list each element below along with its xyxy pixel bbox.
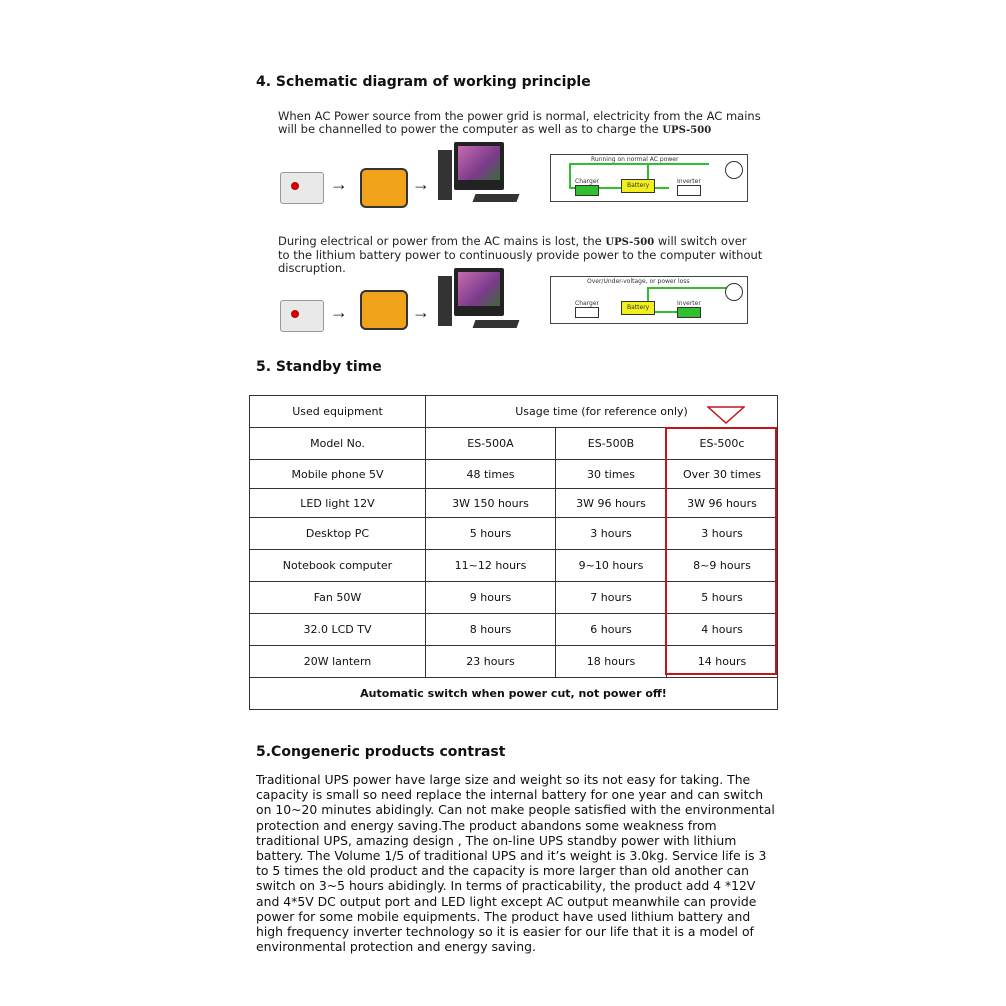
table-footer-note: Automatic switch when power cut, not power off!: [250, 678, 778, 710]
circuit-diagram-normal: [550, 154, 748, 202]
diagram-1-inverter-label: Inverter: [677, 178, 701, 185]
value-cell: 5 hours: [667, 582, 778, 614]
value-cell: 9~10 hours: [556, 550, 667, 582]
highlight-down-triangle-icon: [707, 406, 745, 424]
diagram-2-title: Over/Under-voltage, or power loss: [587, 278, 690, 285]
outlet-icon: [725, 283, 743, 301]
equipment-cell: 20W lantern: [250, 646, 426, 678]
outlet-icon: [725, 161, 743, 179]
value-cell: 7 hours: [556, 582, 667, 614]
value-cell: Over 30 times: [667, 460, 778, 489]
caption-2a-text: During electrical or power from the AC mains is lost, the: [278, 234, 602, 248]
contrast-paragraph: Traditional UPS power have large size and weight so its not easy for taking. The capacity is small so need replace the internal battery for one year and can switch on 10~20 minutes abidingly. Can not make people satisfied with the environmental protection and energy saving.The product abandons some weakness from traditional UPS, amazing design , The on-line UPS standby power with lithium battery. The Volume 1/5 of traditional UPS and it’s weight is 3.0kg. Service life is 3 to 5 times the old product and the capacity is more larger than old another can switch on 3~5 hours abidingly. In terms of practicability, the product add 4 *12V and 4*5V DC output port and LED light except AC output meanwhile can provide power for some mobile equipments. The product have used lithium battery and high frequency inverter technology so it is easier for our life that it is a model of environmental protection and energy saving.: [256, 772, 775, 955]
arrow-icon: →: [412, 174, 430, 194]
value-cell: 3W 96 hours: [556, 489, 667, 518]
equipment-cell: 32.0 LCD TV: [250, 614, 426, 646]
schema-caption-1: [278, 110, 761, 137]
monitor-image: [454, 142, 504, 190]
equipment-cell: Mobile phone 5V: [250, 460, 426, 489]
value-cell: 3W 96 hours: [667, 489, 778, 518]
value-cell: 9 hours: [426, 582, 556, 614]
section-5-heading: 5. Standby time: [256, 359, 382, 375]
caption-1-model: UPS-500: [662, 125, 712, 136]
value-cell: 11~12 hours: [426, 550, 556, 582]
blocked-arrow-icon: →: [330, 302, 348, 322]
model-es-500a: ES-500A: [426, 428, 556, 460]
ups-device-image: [360, 290, 408, 330]
section-6-heading: 5.Congeneric products contrast: [256, 744, 506, 760]
table-header-row: [250, 396, 778, 428]
circuit-diagram-power-loss: [550, 276, 748, 324]
charger-box: [575, 185, 599, 196]
diagram-2-battery-label: Battery: [627, 304, 650, 311]
caption-2b-text: will switch over to the lithium battery power to continuously provide power to the computer without discruption.: [278, 234, 763, 275]
caption-2-model: UPS-500: [605, 237, 655, 248]
equipment-cell: Desktop PC: [250, 518, 426, 550]
value-cell: 3 hours: [556, 518, 667, 550]
equipment-cell: Notebook computer: [250, 550, 426, 582]
usage-header: Usage time (for reference only): [426, 396, 778, 428]
keyboard-image: [473, 194, 520, 202]
es-500c-highlight-frame: [665, 427, 777, 675]
value-cell: 14 hours: [667, 646, 778, 678]
charger-box: [575, 307, 599, 318]
arrow-icon: →: [330, 174, 348, 194]
pc-tower-image: [438, 150, 452, 200]
value-cell: 18 hours: [556, 646, 667, 678]
diagram-1-title: Running on normal AC power: [591, 156, 679, 163]
diagram-2-inverter-label: Inverter: [677, 300, 701, 307]
diagram-1-battery-label: Battery: [627, 182, 650, 189]
value-cell: 6 hours: [556, 614, 667, 646]
arrow-icon: →: [412, 302, 430, 322]
equipment-header: Used equipment: [250, 396, 426, 428]
ups-device-image: [360, 168, 408, 208]
value-cell: 5 hours: [426, 518, 556, 550]
model-es-500c: ES-500c: [667, 428, 778, 460]
keyboard-image: [473, 320, 520, 328]
section-4-heading: 4. Schematic diagram of working principle: [256, 74, 591, 90]
monitor-image: [454, 268, 504, 316]
inverter-box: [677, 185, 701, 196]
equipment-cell: LED light 12V: [250, 489, 426, 518]
wall-socket-image: [280, 172, 324, 204]
value-cell: 3 hours: [667, 518, 778, 550]
schema-row-battery: [278, 268, 758, 328]
value-cell: 8~9 hours: [667, 550, 778, 582]
diagram-1-charger-label: Charger: [575, 178, 599, 185]
value-cell: 23 hours: [426, 646, 556, 678]
model-es-500b: ES-500B: [556, 428, 667, 460]
wall-socket-image: [280, 300, 324, 332]
value-cell: 30 times: [556, 460, 667, 489]
table-footer-row: [250, 678, 778, 710]
value-cell: 4 hours: [667, 614, 778, 646]
inverter-box: [677, 307, 701, 318]
value-cell: 8 hours: [426, 614, 556, 646]
caption-1-text: When AC Power source from the power grid is normal, electricity from the AC mains will be channelled to power the computer as well as to charge the: [278, 109, 761, 136]
diagram-2-charger-label: Charger: [575, 300, 599, 307]
pc-tower-image: [438, 276, 452, 326]
equipment-cell: Fan 50W: [250, 582, 426, 614]
schema-row-normal: [278, 140, 758, 200]
value-cell: 48 times: [426, 460, 556, 489]
model-label: Model No.: [250, 428, 426, 460]
value-cell: 3W 150 hours: [426, 489, 556, 518]
